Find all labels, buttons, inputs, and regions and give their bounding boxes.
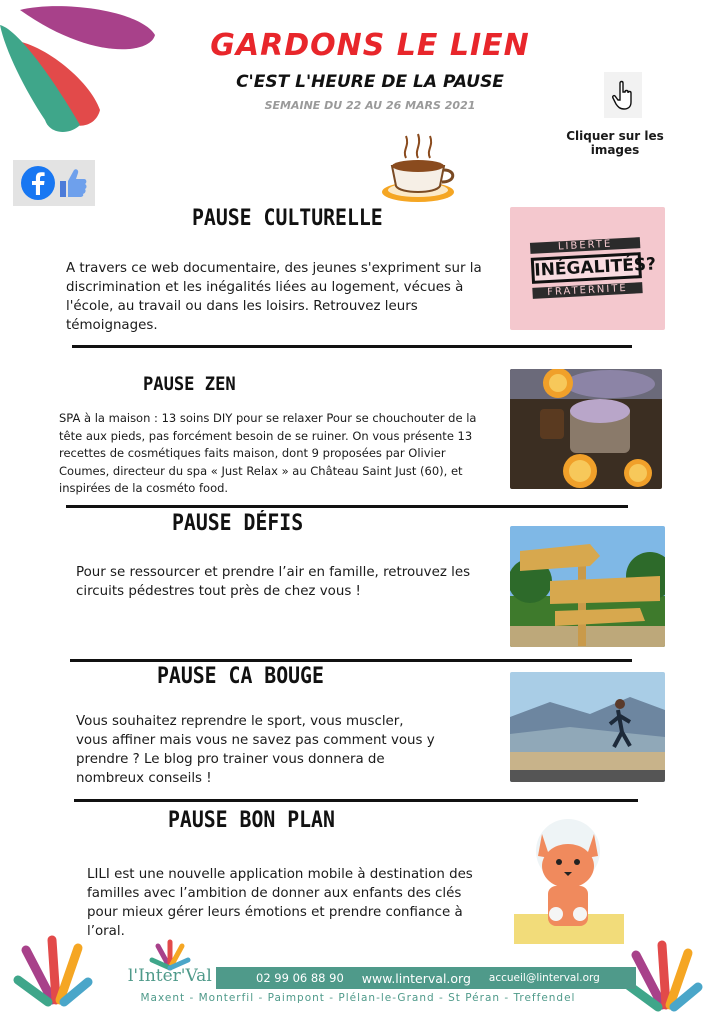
decorative-petals [0, 0, 160, 140]
divider [66, 505, 628, 508]
facebook-like-icon[interactable] [13, 160, 95, 206]
image-caption-liberte: LIBERTÉ [530, 237, 640, 254]
footer-email[interactable]: accueil@linterval.org [488, 972, 600, 984]
decorative-fan-left [12, 930, 94, 1010]
divider [72, 345, 632, 348]
footer-website[interactable]: www.linterval.org [361, 970, 471, 986]
footer-towns: Maxent - Monterfil - Paimpont - Plélan-le-Grand - St Péran - Treffendel [140, 992, 576, 1004]
footer-phone: 02 99 06 88 90 [256, 971, 344, 985]
divider [74, 799, 638, 802]
footer-contact-bar [216, 967, 636, 989]
section-text-ca-bouge: Vous souhaitez reprendre le sport, vous muscler, vous affiner mais vous ne savez pas comment vous y prendre ? Le blog pro trainer vous donnera de nombreux conseils ! [76, 714, 435, 786]
section-title-culturelle: PAUSE CULTURELLE [192, 206, 383, 231]
section-title-bon-plan: PAUSE BON PLAN [168, 808, 335, 833]
click-hint: Cliquer sur les images [566, 129, 664, 157]
section-text-culturelle: A travers ce web documentaire, des jeunes s'expriment sur la discrimination et les inégalités liées au logement, vécues à l'école, au travail ou dans les loisirs. Retrouvez leurs témoignages. [66, 261, 482, 333]
section-title-ca-bouge: PAUSE CA BOUGE [157, 664, 324, 689]
section-text-defis: Pour se ressourcer et prendre l’air en famille, retrouvez les circuits pédestres tout près de chez vous ! [76, 565, 471, 599]
lili-cat-image[interactable] [510, 816, 628, 948]
ca-bouge-image[interactable] [510, 672, 665, 782]
section-title-zen: PAUSE ZEN [143, 373, 236, 395]
section-title-defis: PAUSE DÉFIS [172, 511, 304, 536]
section-text-zen: SPA à la maison : 13 soins DIY pour se relaxer Pour se chouchouter de la tête aux pieds, pas forcément besoin de se ruiner. On vous présente 13 recettes de cosmétiques faits maison, dont 9 proposées par Olivier Coumes, directeur du spa « Just Relax » au Château Saint Just (60), et inspirées de la cosméto food. [59, 411, 477, 495]
zen-image[interactable] [510, 369, 662, 489]
image-caption-inegalites: INÉGALITÉS? [531, 252, 642, 284]
page-subtitle: C'EST L'HEURE DE LA PAUSE [236, 72, 504, 92]
coffee-cup-icon [378, 128, 460, 210]
week-label: SEMAINE DU 22 AU 26 MARS 2021 [264, 99, 476, 112]
interval-logo-text: l'Inter'Val [128, 966, 212, 986]
pointer-hand-icon [604, 72, 642, 118]
culturelle-image[interactable] [510, 207, 665, 330]
page-title: GARDONS LE LIEN [210, 28, 530, 63]
section-text-bon-plan: LILI est une nouvelle application mobile à destination des familles avec l’ambition de donner aux enfants des clés pour mieux gérer leurs émotions et prendre confiance à l’oral. [87, 867, 473, 939]
divider [70, 659, 632, 662]
defis-image[interactable] [510, 526, 665, 647]
image-caption-fraternite: FRATERNITÉ [532, 282, 642, 299]
